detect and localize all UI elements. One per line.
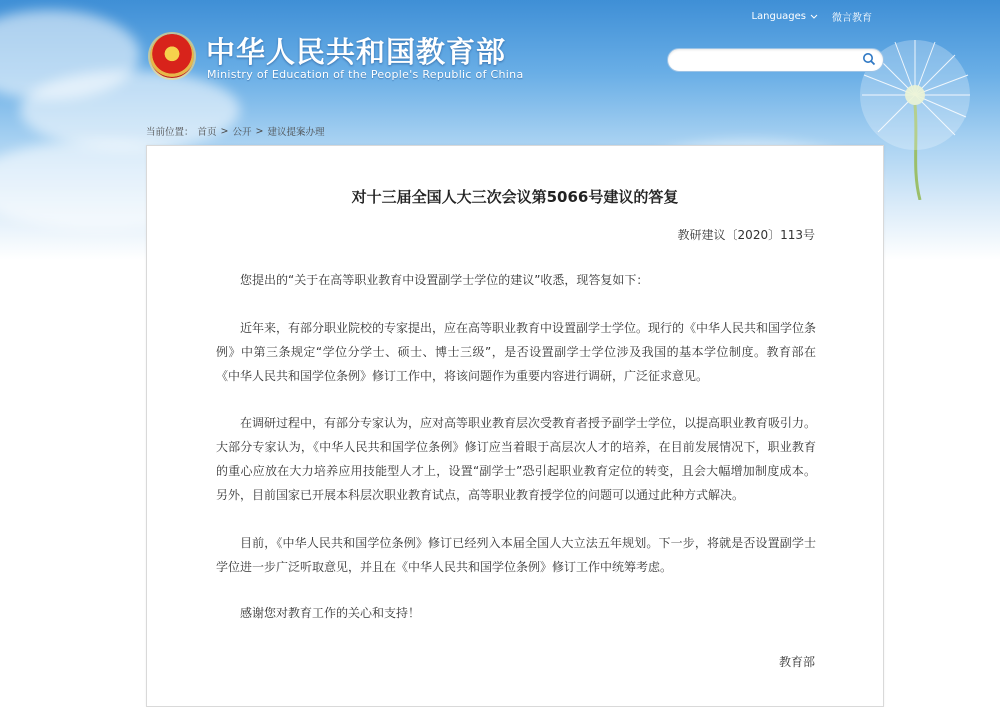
search-input[interactable] [678, 51, 852, 69]
breadcrumb-prefix: 当前位置： [146, 127, 194, 138]
breadcrumb [146, 124, 325, 138]
signature: 教育部 [778, 655, 815, 669]
site-title: 中华人民共和国教育部 [206, 35, 507, 69]
chevron-down-icon [810, 14, 818, 20]
article-paragraph: 目前，《中华人民共和国学位条例》修订已经列入本届全国人大立法五年规划。下一步，将就是否设置副学士学位进一步广泛听取意见，并且在《中华人民共和国学位条例》修订工作中统筹考虑。 [216, 536, 816, 574]
article-title: 对十三届全国人大三次会议第5066号建议的答复 [351, 188, 679, 206]
document-number: 教研建议〔2020〕113号 [677, 228, 815, 242]
article-paragraph: 感谢您对教育工作的关心和支持！ [240, 606, 421, 620]
languages-dropdown[interactable] [751, 11, 818, 22]
weibo-link[interactable]: 微言教育 [832, 13, 872, 24]
breadcrumb-home[interactable]: 首页 [197, 127, 217, 138]
article-paragraph: 近年来，有部分职业院校的专家提出，应在高等职业教育中设置副学士学位。现行的《中华人民共和国学位条例》中第三条规定“学位分学士、硕士、博士三级”，是否设置副学士学位涉及我国的基本学位制度。教育部在《中华人民共和国学位条例》修订工作中，将该问题作为重要内容进行调研，广泛征求意见。 [216, 321, 817, 383]
breadcrumb-separator: > [255, 125, 264, 137]
article-paragraph: 您提出的“关于在高等职业教育中设置副学士学位的建议”收悉，现答复如下： [240, 273, 649, 287]
article-paragraph: 在调研过程中，有部分专家认为，应对高等职业教育层次受教育者授予副学士学位，以提高职业教育吸引力。大部分专家认为，《中华人民共和国学位条例》修订应当着眼于高层次人才的培养，在目前发展情况下，职业教育的重心应放在大力培养应用技能型人才上，设置“副学士”恐引起职业教育定位的转变，且会大幅增加制度成本。另外，目前国家已开展本科层次职业教育试点，高等职业教育授学位的问题可以通过此种方式解决。 [216, 416, 817, 502]
cloud-decoration [20, 70, 240, 150]
language-bar [751, 9, 872, 24]
breadcrumb-separator: > [220, 125, 229, 137]
site-subtitle: Ministry of Education of the People's Republic of China [207, 68, 524, 81]
breadcrumb-public[interactable]: 公开 [232, 127, 252, 138]
national-emblem-logo [150, 34, 194, 78]
breadcrumb-proposals[interactable]: 建议提案办理 [267, 127, 325, 138]
languages-label: Languages [751, 11, 806, 22]
search-icon[interactable] [862, 52, 876, 66]
article-panel [146, 145, 884, 707]
search-box [667, 48, 884, 72]
